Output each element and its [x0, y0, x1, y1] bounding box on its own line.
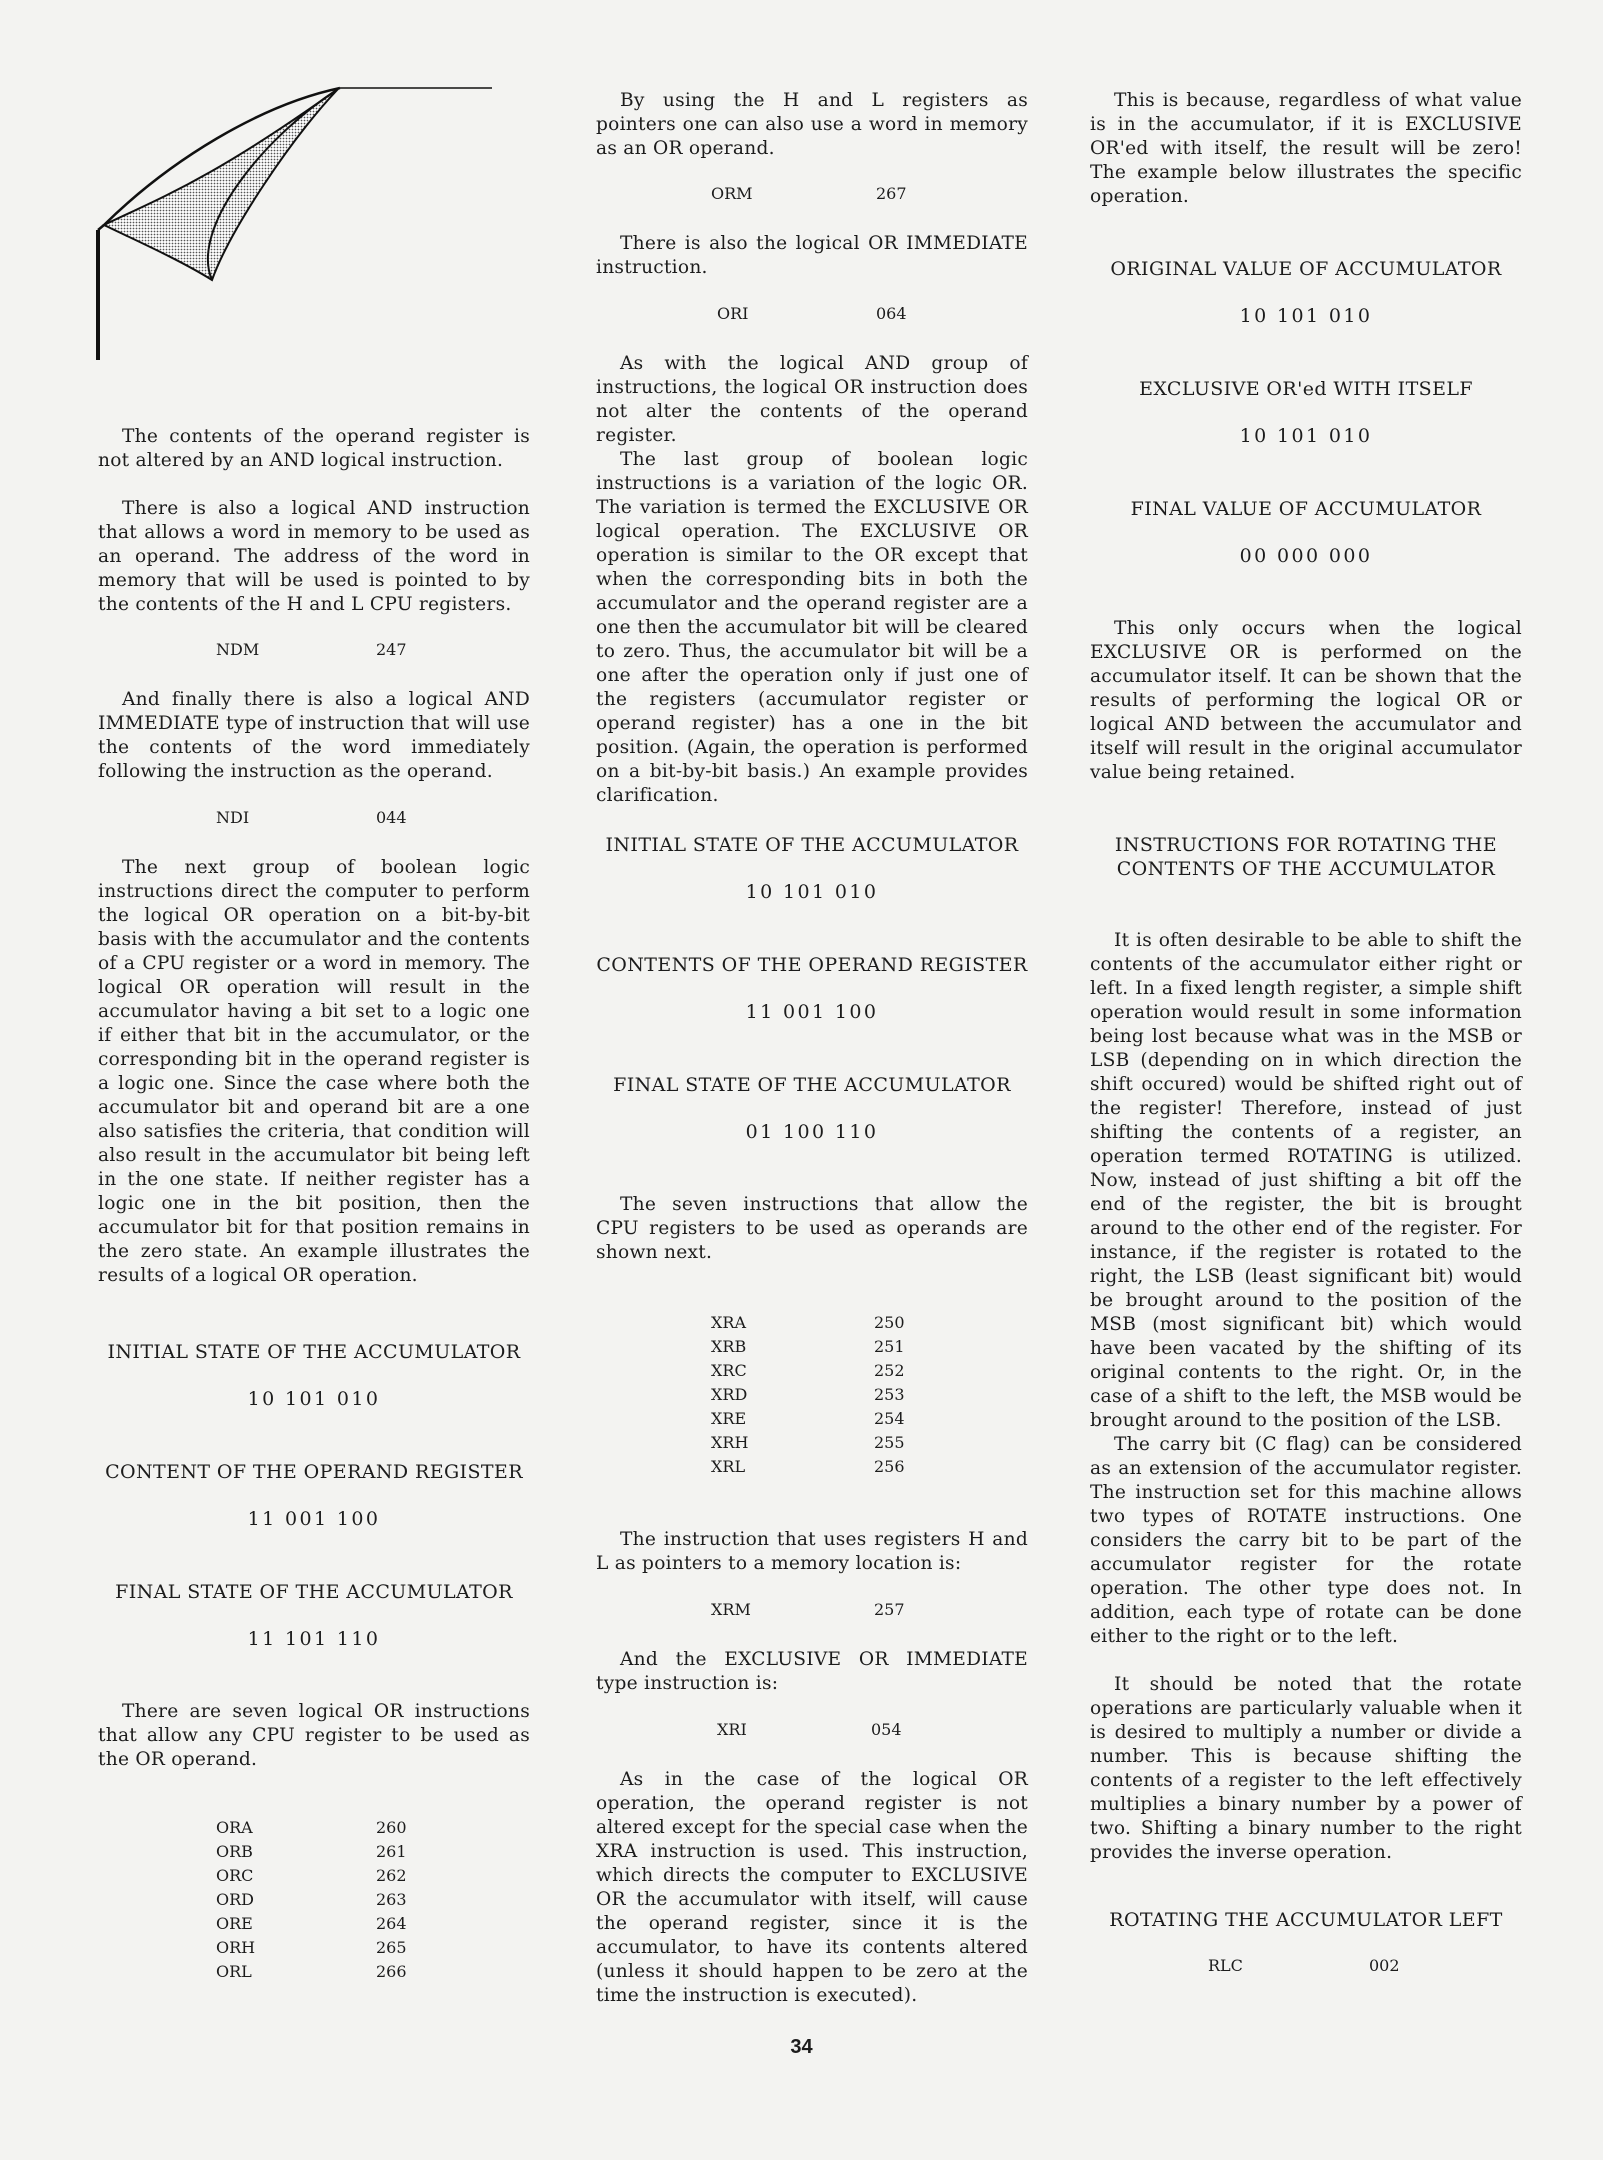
instruction-ndm [98, 640, 530, 664]
paragraph: The next group of boolean logic instructions direct the computer to perform the logical OR operation on a bit-by-bit basis with the accumulator and the contents of a CPU register or a word in memory. The logical OR operation will result in the accumulator having a bit set to a logic one if either that bit in the accumulator, or the corresponding bit in the operand register is a logic one. Since the case where both the accumulator bit and operand bit are a one also satisfies the criteria, that condition will also result in the accumulator bit being left in the one state. If neither register has a logic one in the bit position, then the accumulator bit for that position remains in the zero state. An example illustrates the results of a logical OR operation. [98, 857, 530, 1286]
opcode: 064 [876, 304, 907, 323]
opcode: 002 [1369, 1956, 1400, 1975]
mnemonic: XRA [711, 1313, 746, 1332]
opcode: 263 [376, 1890, 407, 1909]
opcode: 251 [874, 1337, 905, 1356]
paragraph: As with the logical AND group of instructions, the logical OR instruction does not alter the contents of the operand register. [596, 353, 1028, 446]
paragraph: And finally there is also a logical AND IMMEDIATE type of instruction that will use the contents of the word immediately following the instruction as the operand. [98, 689, 530, 782]
mnemonic: XRC [711, 1361, 747, 1380]
opcode: 054 [871, 1720, 902, 1739]
mnemonic: ORM [711, 184, 753, 203]
mnemonic: RLC [1208, 1956, 1243, 1975]
mnemonic: XRB [711, 1337, 747, 1356]
table-row [98, 1866, 530, 1890]
section-heading: INITIAL STATE OF THE ACCUMULATOR [605, 834, 1019, 856]
paragraph: The instruction that uses registers H and L as pointers to a memory location is: [596, 1529, 1028, 1574]
instruction-xrm [596, 1600, 1028, 1624]
paragraph: It should be noted that the rotate operations are particularly valuable when it is desired to multiply a number or divide a number. This is because shifting the contents of a register to the left effectively multiplies a binary number by a power of two. Shifting a binary number to the right provides the inverse operation. [1090, 1674, 1522, 1863]
opcode: 255 [874, 1433, 905, 1452]
opcode: 252 [874, 1361, 905, 1380]
paragraph: There is also the logical OR IMMEDIATE instruction. [596, 233, 1028, 278]
mnemonic: ORC [216, 1866, 254, 1885]
instruction-rlc [1090, 1956, 1522, 1980]
binary-value: 11 001 100 [247, 1508, 381, 1530]
paragraph: This is because, regardless of what value is in the accumulator, if it is EXCLUSIVE OR'ed with itself, the result will be zero! The example below illustrates the specific operation. [1090, 90, 1522, 207]
opcode: 265 [376, 1938, 407, 1957]
paragraph: It is often desirable to be able to shift the contents of the accumulator either right or left. In a fixed length register, a simple shift operation would result in some information being lost because what was in the MSB or LSB (depending on in which direction the shift occured) would be shifted right out of the register! Therefore, instead of just shifting the contents of a register, an operation termed ROTATING is utilized. Now, instead of just shifting a bit off the end of the register, the bit is brought around to the other end of the register. For instance, if the register is rotated to the right, the LSB (least significant bit) would be brought around to the position of the MSB (most significant bit) which would have been vacated by the shifting of its original contents to the right. Or, in the case of a shift to the left, the MSB would be brought around to the position of the LSB. [1090, 930, 1522, 1431]
section-heading: EXCLUSIVE OR'ed WITH ITSELF [1139, 378, 1473, 400]
paragraph: And the EXCLUSIVE OR IMMEDIATE type instruction is: [596, 1649, 1028, 1694]
opcode: 253 [874, 1385, 905, 1404]
opcode: 247 [376, 640, 407, 659]
instruction-ori [596, 304, 1028, 328]
binary-value: 10 101 010 [247, 1388, 381, 1410]
table-row [98, 1962, 530, 1986]
table-row [596, 1361, 1028, 1385]
mnemonic: ORH [216, 1938, 256, 1957]
mnemonic: NDM [216, 640, 260, 659]
table-row [596, 1313, 1028, 1337]
opcode: 264 [376, 1914, 407, 1933]
paragraph: There are seven logical OR instructions that allow any CPU register to be used as the OR operand. [98, 1701, 530, 1770]
instruction-xri [596, 1720, 1028, 1744]
paragraph: As in the case of the logical OR operation, the operand register is not altered except for the special case when the XRA instruction is used. This instruction, which directs the computer to EXCLUSIVE OR the accumulator with itself, will cause the operand register, since it is the accumulator, to have its contents altered (unless it should happen to be zero at the time the instruction is executed). [596, 1769, 1028, 2006]
binary-value: 10 101 010 [745, 881, 879, 903]
table-row [98, 1818, 530, 1842]
binary-value: 10 101 010 [1239, 305, 1373, 327]
table-row [98, 1842, 530, 1866]
page-number: 34 [790, 2036, 813, 2058]
mnemonic: ORL [216, 1962, 252, 1981]
binary-value: 00 000 000 [1239, 545, 1373, 567]
page-curl-graphic [90, 80, 500, 360]
paragraph: The carry bit (C flag) can be considered as an extension of the accumulator register. The instruction set for this machine allows two types of ROTATE instructions. One considers the carry bit to be part of the accumulator register for the rotate operation. The other type does not. In addition, each type of rotate can be done either to the right or to the left. [1090, 1434, 1522, 1647]
section-heading: CONTENT OF THE OPERAND REGISTER [105, 1461, 523, 1483]
section-heading: FINAL STATE OF THE ACCUMULATOR [613, 1074, 1011, 1096]
mnemonic: ORI [717, 304, 749, 323]
opcode: 266 [376, 1962, 407, 1981]
mnemonic: XRD [711, 1385, 748, 1404]
section-heading: CONTENTS OF THE ACCUMULATOR [1116, 858, 1496, 880]
mnemonic: NDI [216, 808, 250, 827]
section-heading: INSTRUCTIONS FOR ROTATING THE [1114, 834, 1498, 856]
section-heading: ORIGINAL VALUE OF ACCUMULATOR [1110, 258, 1502, 280]
mnemonic: ORE [216, 1914, 253, 1933]
binary-value: 11 101 110 [247, 1628, 381, 1650]
opcode: 262 [376, 1866, 407, 1885]
opcode: 250 [874, 1313, 905, 1332]
opcode: 256 [874, 1457, 905, 1476]
table-row [98, 1938, 530, 1962]
paragraph: The last group of boolean logic instructions is a variation of the logic OR. The variation is termed the EXCLUSIVE OR logical operation. The EXCLUSIVE OR operation is similar to the OR except that when the corresponding bits in both the accumulator and the operand register are a one then the accumulator bit will be cleared to zero. Thus, the accumulator bit will be a one after the operation only if just one of the registers (accumulator register or operand register) has a one in the bit position. (Again, the operation is performed on a bit-by-bit basis.) An example provides clarification. [596, 449, 1028, 806]
paragraph: There is also a logical AND instruction that allows a word in memory to be used as an operand. The address of the word in memory that will be used is pointed to by the contents of the H and L CPU registers. [98, 498, 530, 615]
paragraph: This only occurs when the logical EXCLUSIVE OR is performed on the accumulator itself. It can be shown that the results of performing the logical OR or logical AND between the accumulator and itself will result in the original accumulator value being retained. [1090, 618, 1522, 783]
opcode: 267 [876, 184, 907, 203]
binary-value: 01 100 110 [745, 1121, 879, 1143]
section-heading: CONTENTS OF THE OPERAND REGISTER [596, 954, 1028, 976]
section-heading: FINAL STATE OF THE ACCUMULATOR [115, 1581, 513, 1603]
opcode: 254 [874, 1409, 905, 1428]
table-row [596, 1433, 1028, 1457]
opcode: 261 [376, 1842, 407, 1861]
table-row [98, 1890, 530, 1914]
mnemonic: XRH [711, 1433, 749, 1452]
mnemonic: XRL [711, 1457, 746, 1476]
instruction-ndi [98, 808, 530, 832]
mnemonic: ORA [216, 1818, 253, 1837]
table-row [98, 1914, 530, 1938]
mnemonic: ORD [216, 1890, 254, 1909]
mnemonic: ORB [216, 1842, 253, 1861]
instruction-orm [596, 184, 1028, 208]
opcode: 257 [874, 1600, 905, 1619]
mnemonic: XRI [717, 1720, 747, 1739]
opcode: 260 [376, 1818, 407, 1837]
paragraph: By using the H and L registers as pointers one can also use a word in memory as an OR operand. [596, 90, 1028, 159]
mnemonic: XRE [711, 1409, 747, 1428]
table-row [596, 1337, 1028, 1361]
paragraph: The seven instructions that allow the CPU registers to be used as operands are shown next. [596, 1194, 1028, 1263]
table-row [596, 1409, 1028, 1433]
binary-value: 11 001 100 [745, 1001, 879, 1023]
table-row [596, 1385, 1028, 1409]
section-heading: FINAL VALUE OF ACCUMULATOR [1130, 498, 1482, 520]
section-heading: INITIAL STATE OF THE ACCUMULATOR [107, 1341, 521, 1363]
table-row [596, 1457, 1028, 1481]
paragraph: The contents of the operand register is not altered by an AND logical instruction. [98, 426, 530, 471]
mnemonic: XRM [711, 1600, 751, 1619]
section-heading: ROTATING THE ACCUMULATOR LEFT [1109, 1909, 1503, 1931]
binary-value: 10 101 010 [1239, 425, 1373, 447]
opcode: 044 [376, 808, 407, 827]
